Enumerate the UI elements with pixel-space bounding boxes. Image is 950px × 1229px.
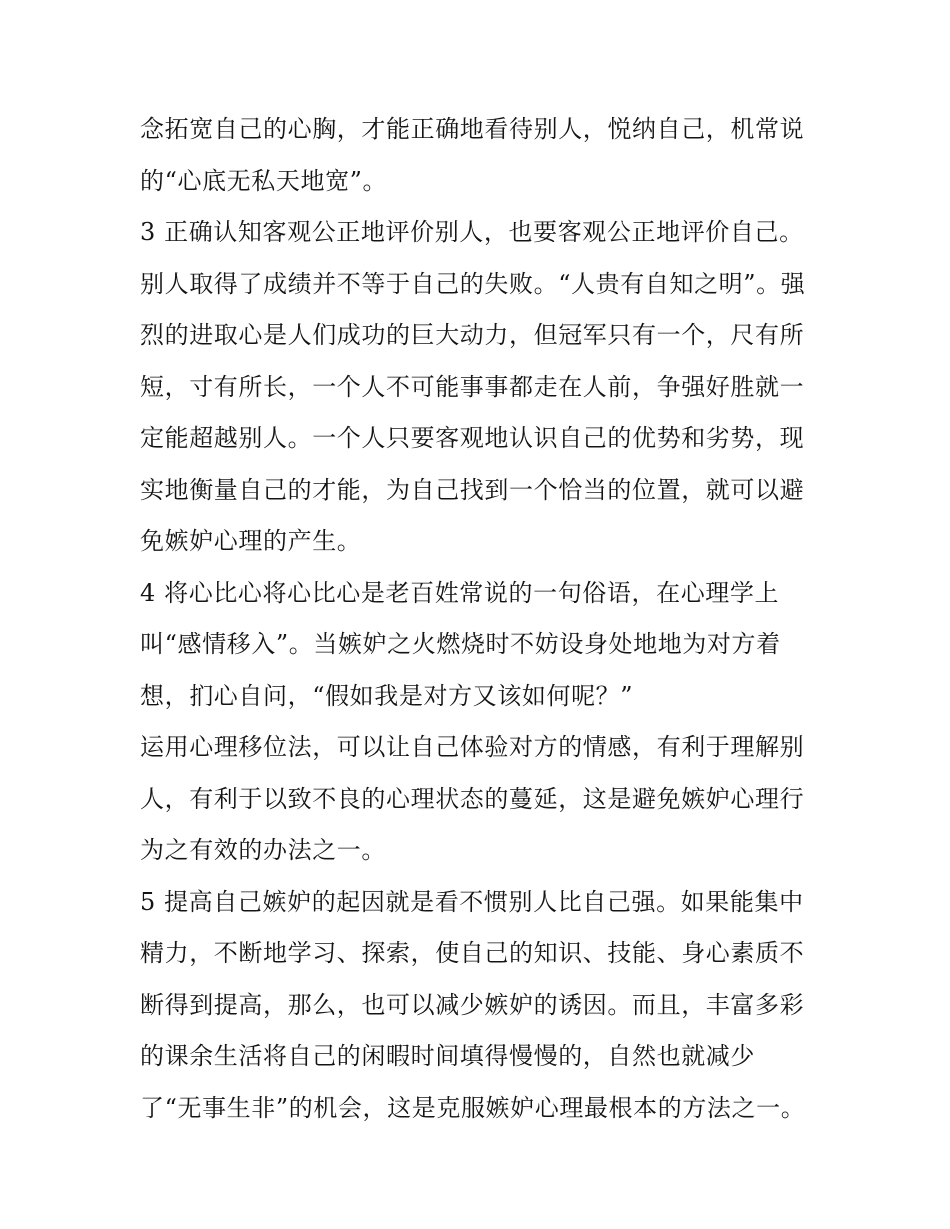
text-line: 断得到提高，那么，也可以减少嫉妒的诱因。而且，丰富多彩 <box>140 990 805 1019</box>
text-line: 运用心理移位法，可以让自己体验对方的情感，有利于理解别 <box>140 733 805 761</box>
text-line: 烈的进取心是人们成功的巨大动力，但冠军只有一个，尺有所 <box>140 321 805 349</box>
text-line: 5 提高自己嫉妒的起因就是看不惯别人比自己强。如果能集中 <box>140 887 804 916</box>
body-text <box>140 104 820 1134</box>
text-line: 的“心底无私天地宽”。 <box>140 166 388 195</box>
text-line: 免嫉妒心理的产生。 <box>140 527 362 555</box>
text-line: 人，有利于以致不良的心理状态的蔓延，这是避免嫉妒心理行 <box>140 784 805 813</box>
text-line: 精力，不断地学习、探索，使自己的知识、技能、身心素质不 <box>140 939 805 967</box>
text-line: 想，扪心自问，“假如我是对方又该如何呢？” <box>140 681 634 710</box>
text-line: 别人取得了成绩并不等于自己的失败。“人贵有自知之明”。强 <box>140 269 806 298</box>
text-line: 叫“感情移入”。当嫉妒之火燃烧时不妨设身处地地为对方着 <box>140 630 781 658</box>
text-line: 念拓宽自己的心胸，才能正确地看待别人，悦纳自己，机常说 <box>140 115 805 143</box>
text-line: 短，寸有所长，一个人不可能事事都走在人前，争强好胜就一 <box>140 372 805 401</box>
text-line: 的课余生活将自己的闲暇时间填得慢慢的，自然也就减少 <box>140 1042 755 1070</box>
text-line: 4 将心比心将心比心是老百姓常说的一句俗语，在心理学上 <box>140 578 780 607</box>
text-line: 为之有效的办法之一。 <box>140 836 386 864</box>
text-line: 定能超越别人。一个人只要客观地认识自己的优势和劣势，现 <box>140 424 805 452</box>
text-line: 实地衡量自己的才能，为自己找到一个恰当的位置，就可以避 <box>140 475 805 504</box>
text-line: 了“无事生非”的机会，这是克服嫉妒心理最根本的方法之一。 <box>140 1093 806 1122</box>
text-line: 3 正确认知客观公正地评价别人，也要客观公正地评价自己。 <box>140 218 804 246</box>
